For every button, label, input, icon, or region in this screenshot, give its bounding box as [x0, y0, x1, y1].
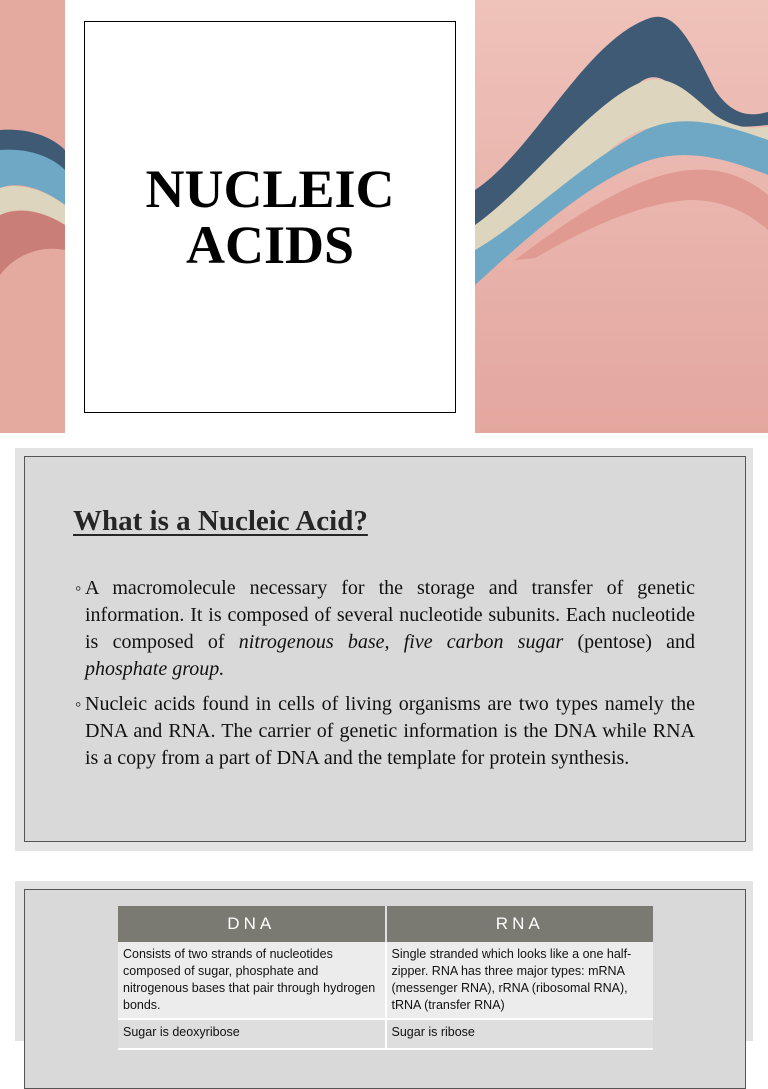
title-box	[84, 21, 456, 413]
header-rna: RNA	[386, 906, 654, 942]
bullet-icon: ◦	[75, 578, 82, 598]
table-row	[118, 1019, 653, 1049]
header-dna: DNA	[118, 906, 386, 942]
bullet-icon: ◦	[75, 694, 82, 714]
ribbon-decoration-right	[475, 0, 768, 433]
definition-slide-frame	[24, 456, 746, 842]
table-row	[118, 942, 653, 1019]
definition-paragraph-1	[75, 575, 695, 683]
cell-dna-sugar: Sugar is deoxyribose	[118, 1019, 386, 1049]
title-slide	[0, 0, 768, 433]
definition-slide	[15, 448, 753, 851]
definition-paragraph-2	[75, 691, 695, 772]
dna-rna-table	[118, 906, 653, 1050]
title-line-2: ACIDS	[185, 215, 355, 275]
definition-heading: What is a Nucleic Acid?	[73, 505, 368, 537]
comparison-slide-frame	[24, 889, 746, 1089]
cell-dna-structure: Consists of two strands of nucleotides composed of sugar, phosphate and nitrogenous bases that pair through hydrogen bonds.	[118, 942, 386, 1019]
table-header-row	[118, 906, 653, 942]
comparison-slide	[15, 881, 753, 1041]
cell-rna-sugar: Sugar is ribose	[386, 1019, 654, 1049]
paragraph-1-italic-a: nitrogenous base, five carbon sugar	[238, 631, 564, 653]
paragraph-2-text: Nucleic acids found in cells of living organisms are two types namely the DNA and RNA. The carrier of genetic information is the DNA while RNA is a copy from a part of DNA and the template for protein synthesis.	[85, 693, 695, 769]
paragraph-1-italic-b: phosphate group.	[85, 658, 225, 680]
cell-rna-structure: Single stranded which looks like a one half-zipper. RNA has three major types: mRNA (messenger RNA), rRNA (ribosomal RNA), tRNA (transfer RNA)	[386, 942, 654, 1019]
paragraph-1-part-a: A macromolecule necessary for the storage and transfer of genetic information. It is composed of several nucleotide subunits. Each nucleotide is composed of	[85, 577, 695, 653]
paragraph-1-part-b: (pentose) and	[563, 631, 696, 653]
slide-title	[145, 161, 394, 273]
title-line-1: NUCLEIC	[145, 159, 395, 219]
ribbon-decoration-left	[0, 0, 65, 433]
paragraph-1-text	[75, 575, 695, 683]
